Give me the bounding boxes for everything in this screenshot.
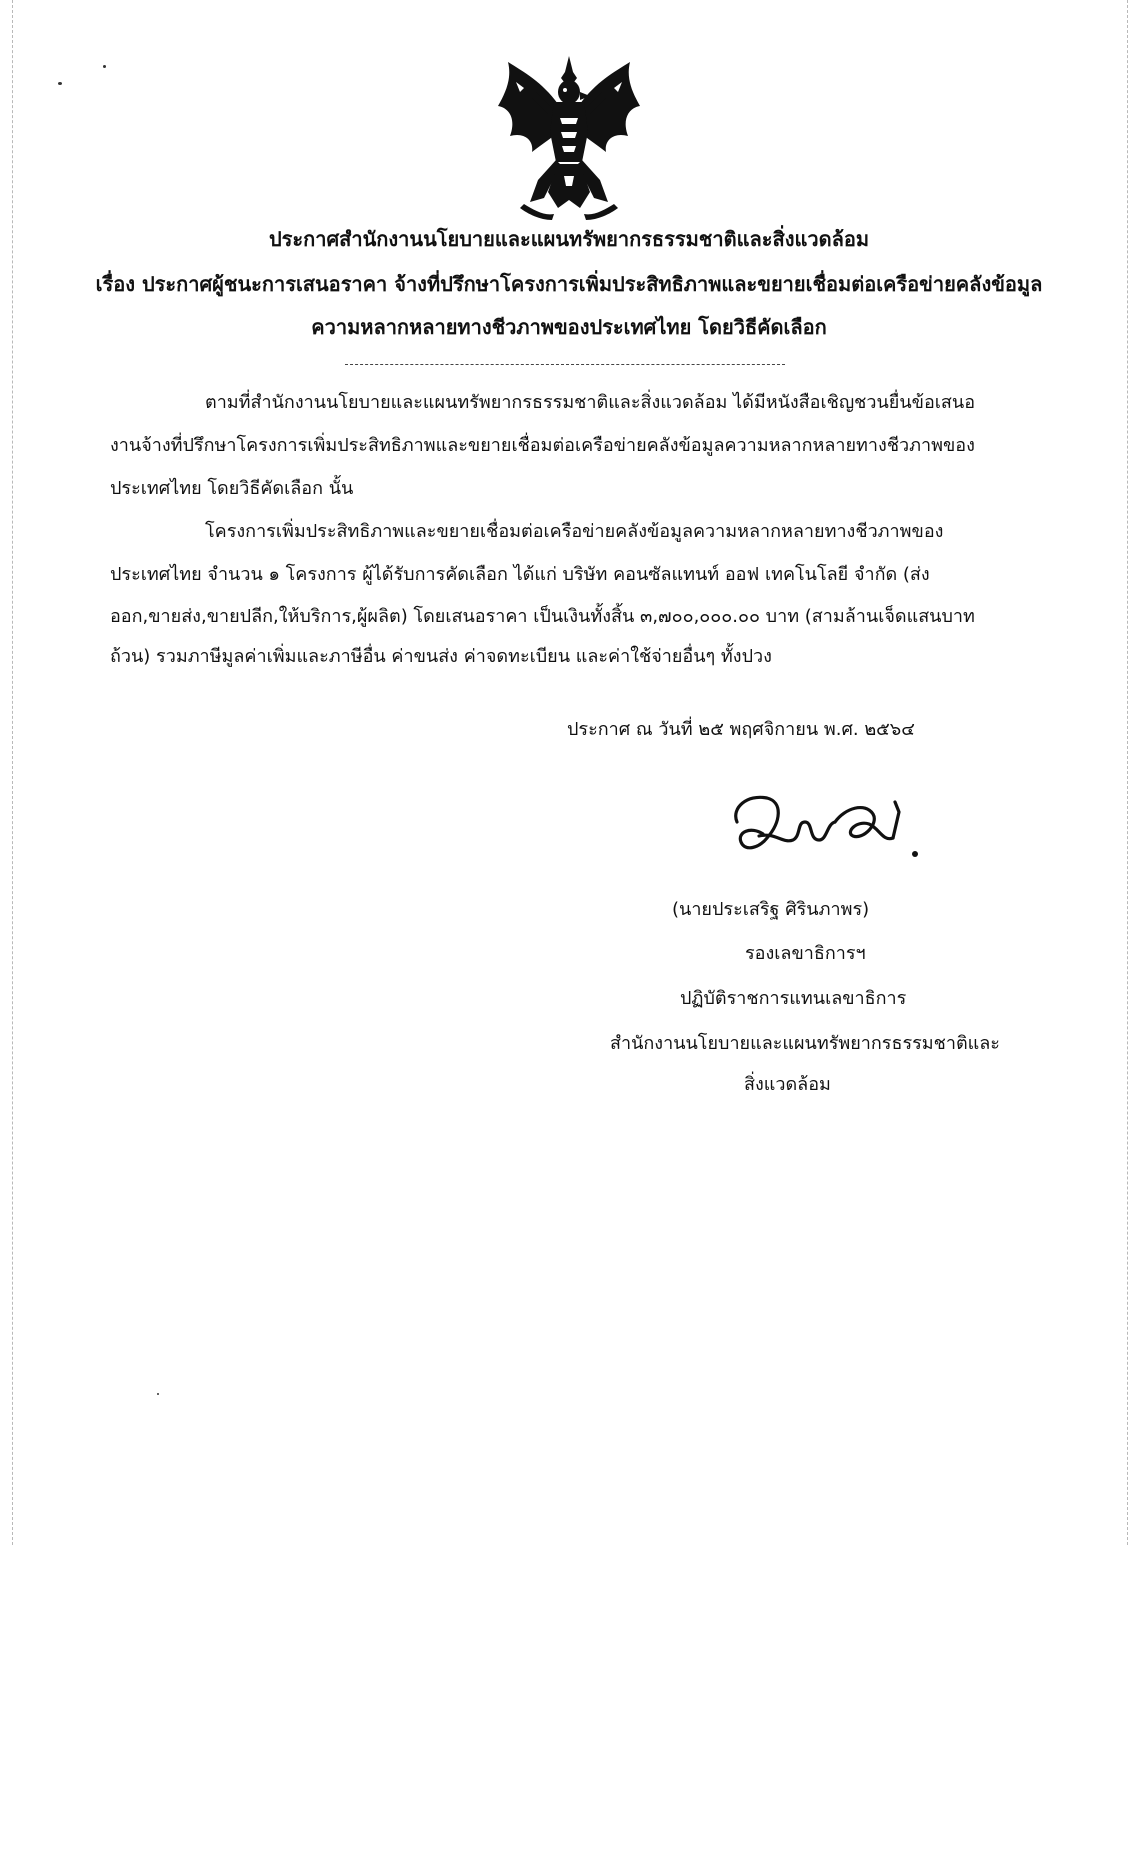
scan-speck [103,65,106,68]
handwritten-signature [723,782,923,872]
paragraph-1-line: ตามที่สำนักงานนโยบายและแผนทรัพยากรธรรมชาติและสิ่งแวดล้อม ได้มีหนังสือเชิญชวนยื่นข้อเสนอ [205,392,976,413]
signatory-acting: ปฏิบัติราชการแทนเลขาธิการ [680,988,907,1009]
scan-edge-right [1127,0,1128,1545]
signatory-office-continued: สิ่งแวดล้อม [744,1074,831,1095]
scan-speck [58,82,62,85]
announcement-subject: เรื่อง ประกาศผู้ชนะการเสนอราคา จ้างที่ปรึกษาโครงการเพิ่มประสิทธิภาพและขยายเชื่อมต่อเครือข่ายคลังข้อมูล [95,272,1043,296]
garuda-emblem-icon [494,52,644,222]
signatory-name: (นายประเสริฐ ศิรินภาพร) [672,899,870,920]
announcement-date: ประกาศ ณ วันที่ ๒๕ พฤศจิกายน พ.ศ. ๒๕๖๔ [567,719,915,740]
paragraph-2-line: ถ้วน) รวมภาษีมูลค่าเพิ่มและภาษีอื่น ค่าขนส่ง ค่าจดทะเบียน และค่าใช้จ่ายอื่นๆ ทั้งปวง [110,646,772,667]
announcement-title: ประกาศสำนักงานนโยบายและแผนทรัพยากรธรรมชาติและสิ่งแวดล้อม [268,227,870,251]
scan-edge-left [12,0,13,1545]
announcement-subject-continued: ความหลากหลายทางชีวภาพของประเทศไทย โดยวิธีคัดเลือก [311,315,827,339]
paragraph-2-line: ออก,ขายส่ง,ขายปลีก,ให้บริการ,ผู้ผลิต) โดยเสนอราคา เป็นเงินทั้งสิ้น ๓,๗๐๐,๐๐๐.๐๐ บาท (สามล้านเจ็ดแสนบาท [110,606,975,627]
title-divider [345,364,785,365]
paragraph-2-line: โครงการเพิ่มประสิทธิภาพและขยายเชื่อมต่อเครือข่ายคลังข้อมูลความหลากหลายทางชีวภาพของ [205,521,944,542]
scan-speck [157,1393,159,1395]
paragraph-1-line: งานจ้างที่ปรึกษาโครงการเพิ่มประสิทธิภาพและขยายเชื่อมต่อเครือข่ายคลังข้อมูลความหลากหลายทางชีวภาพของ [110,435,975,456]
signatory-office: สำนักงานนโยบายและแผนทรัพยากรธรรมชาติและ [610,1033,1000,1054]
signatory-position: รองเลขาธิการฯ [745,943,866,964]
paragraph-2-line: ประเทศไทย จำนวน ๑ โครงการ ผู้ได้รับการคัดเลือก ได้แก่ บริษัท คอนซัลแทนท์ ออฟ เทคโนโลยี จำกัด (ส่ง [110,564,930,585]
paragraph-1-line: ประเทศไทย โดยวิธีคัดเลือก นั้น [110,478,354,499]
